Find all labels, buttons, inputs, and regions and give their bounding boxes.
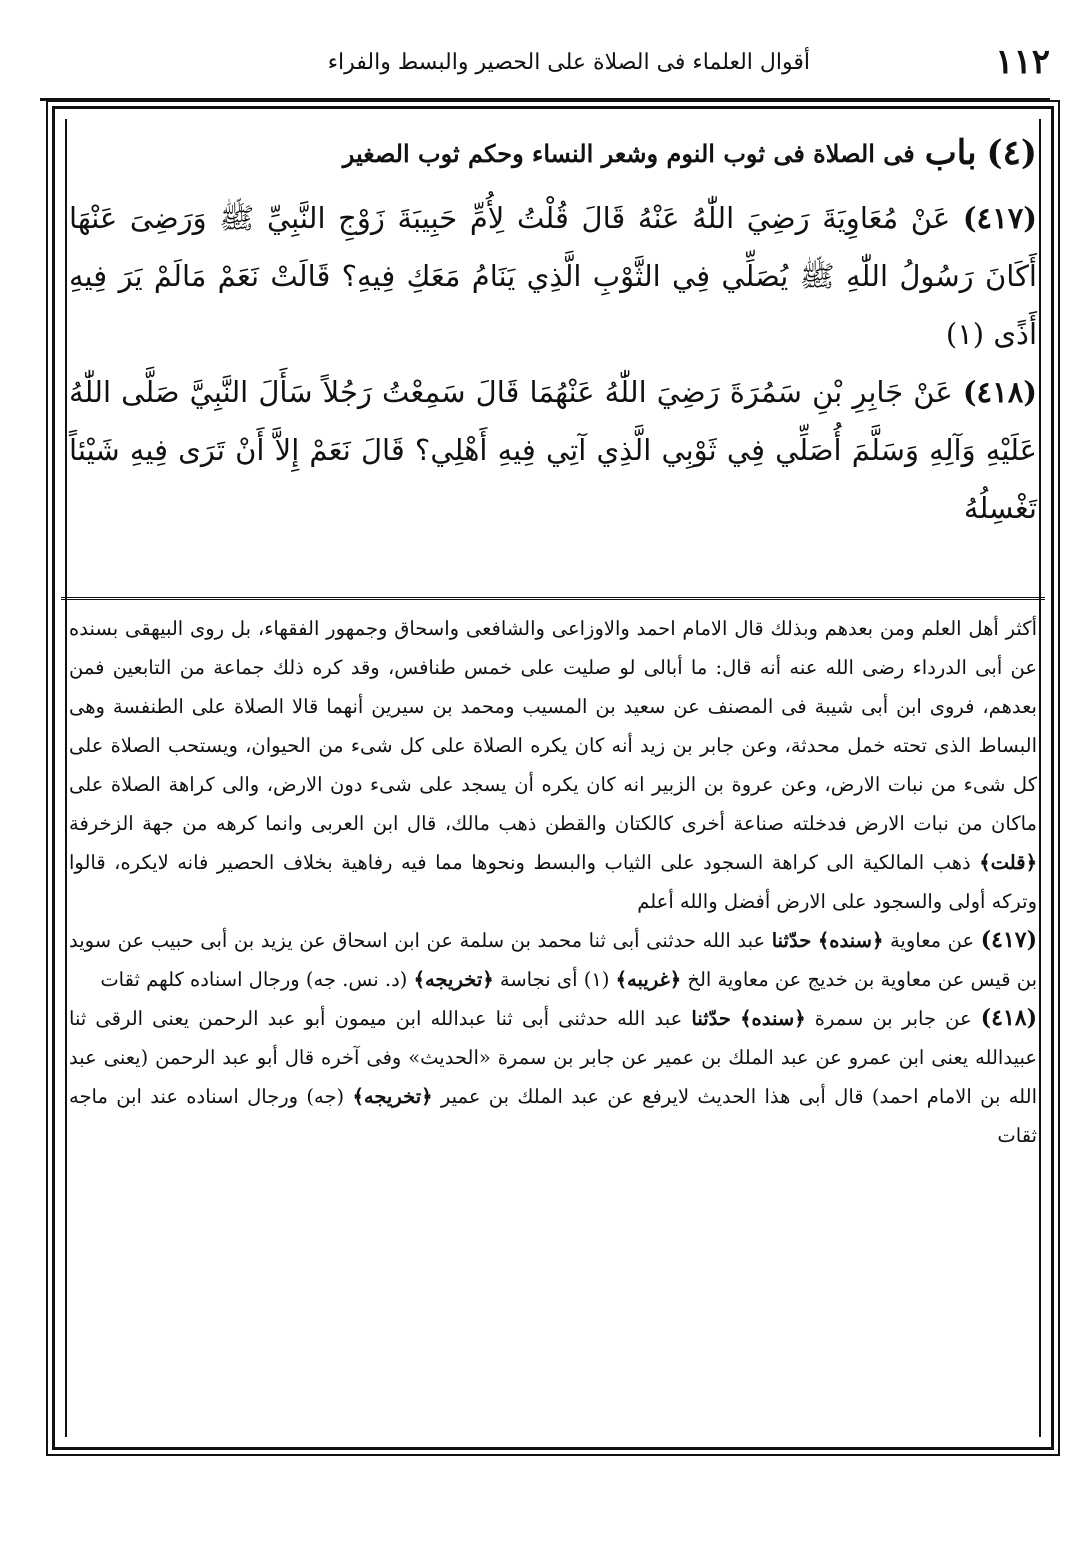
commentary-note-418 [69,999,1037,1155]
isnad-label: ﴿سنده﴾ [817,929,884,952]
hadith-418 [69,363,1037,537]
hadith-number: (٤١٧) [962,201,1038,235]
haddathana-label: حدّثنا [771,929,812,952]
haddathana-label: حدّثنا [691,1007,731,1030]
note-text: (د. نس. جه) ورجال اسناده كلهم ثقات [100,968,408,991]
qultu-marker: ﴿قلت﴾ [979,851,1037,874]
hadith-text: عَنْ جَابِرِ بْنِ سَمُرَةَ رَضِيَ اللّٰهُ عَنْهُمَا قَالَ سَمِعْتُ رَجُلاً سَأَلَ النَّبِيَّ صَلَّى اللّٰهُ عَلَيْهِ وَآلِهِ وَسَلَّمَ أُصَلِّي فِي ثَوْبِي الَّذِي آتِي فِيهِ أَهْلِي؟ قَالَ نَعَمْ إِلاَّ أَنْ تَرَى فِيهِ شَيْئاً تَغْسِلُهُ [69,375,1037,525]
hadith-417 [69,189,1037,363]
note-text: عبد الله حدثنى أبى ثنا محمد بن سلمة عن ابن اسحاق عن يزيد بن أبى حبيب عن سويد بن قيس عن معاوية بن خديج عن معاوية الخ [69,929,1037,991]
chapter-title: فى الصلاة فى ثوب النوم وشعر النساء وحكم ثوب الصغير [342,138,915,168]
takhrij-label: ﴿تخريجه﴾ [352,1085,433,1108]
note-text: عن جابر بن سمرة [814,1007,972,1030]
page-header [40,42,1050,101]
commentary-section [69,609,1037,1439]
note-number: (٤١٨) [980,1005,1038,1031]
running-title: أقوال العلماء فى الصلاة على الحصير والبسط والفراء [327,50,810,75]
page-number: ١١٢ [995,42,1050,82]
takhrij-label: ﴿تخريجه﴾ [413,968,494,991]
note-text: عن معاوية [889,929,975,952]
hadith-number: (٤١٨) [962,375,1038,409]
note-text: (١) أى نجاسة [499,968,610,991]
commentary-paragraph [69,609,1037,921]
chapter-heading [69,117,1037,189]
hadith-text: عَنْ مُعَاوِيَةَ رَضِيَ اللّٰهُ عَنْهُ قَالَ قُلْتُ لِأُمِّ حَبِيبَةَ زَوْجِ النَّبِيِّ ﷺ وَرَضِىَ عَنْهَا أَكَانَ رَسُولُ اللّٰهِ ﷺ يُصَلِّي فِي الثَّوْبِ الَّذِي يَنَامُ مَعَكِ فِيهِ؟ قَالَتْ نَعَمْ مَالَمْ يَرَ فِيهِ أَذًى (١) [69,201,1037,351]
gharib-label: ﴿غريبه﴾ [615,968,682,991]
note-number: (٤١٧) [980,927,1037,953]
commentary-text: أكثر أهل العلم ومن بعدهم وبذلك قال الامام احمد والاوزاعى والشافعى واسحاق وجمهور الفقهاء، بل روى البيهقى بسنده عن أبى الدرداء رضى الله عنه أنه قال: ما أبالى لو صليت على خمس طنافس، وقد كره ذلك جماعة من التابعين فمن بعدهم، فروى ابن أبى شيبة فى المصنف عن سعيد بن المسيب ومحمد بن سيرين أنهما قالا الصلاة على الطنفسة وهى البساط الذى تحته خمل محدثة، وعن جابر بن زيد أنه كان يكره الصلاة على كل شىء من الحيوان، ويستحب الصلاة على كل شىء من نبات الارض، وعن عروة بن الزبير انه كان يكره أن يسجد على شىء دون الارض، والى كراهة الصلاة على ماكان من نبات الارض فدخلته صناعة أخرى كالكتان والقطن ذهب مالك، قال ابن العربى وانما كرهه من جهة الزخرفة [69,617,1037,835]
hadith-section [69,117,1037,587]
chapter-word: باب [924,133,977,173]
commentary-text: ذهب المالكية الى كراهة السجود على الثياب والبسط ونحوها مما فيه رفاهية بخلاف الحصير فانه لايكره، قالوا وتركه أولى والسجود على الارض أفضل والله أعلم [69,851,1037,913]
isnad-label: ﴿سنده﴾ [740,1007,806,1030]
commentary-note-417 [69,921,1037,999]
page-frame [52,106,1054,1450]
section-divider [61,597,1045,600]
note-text: (جه) ورجال اسناده عند ابن ماجه ثقات [69,1085,1037,1147]
note-text: عبد الله حدثنى أبى ثنا عبدالله ابن ميمون أبو عبد الرحمن يعنى الرقى ثنا عبيدالله يعنى ابن عمرو عن عبد الملك بن عمير عن جابر بن سمرة «الحديث» وفى آخره قال أبو عبد الرحمن (يعنى عبد الله بن الامام احمد) قال أبى هذا الحديث لايرفع عن عبد الملك بن عمير [69,1007,1037,1108]
chapter-number: (٤) [986,133,1037,173]
